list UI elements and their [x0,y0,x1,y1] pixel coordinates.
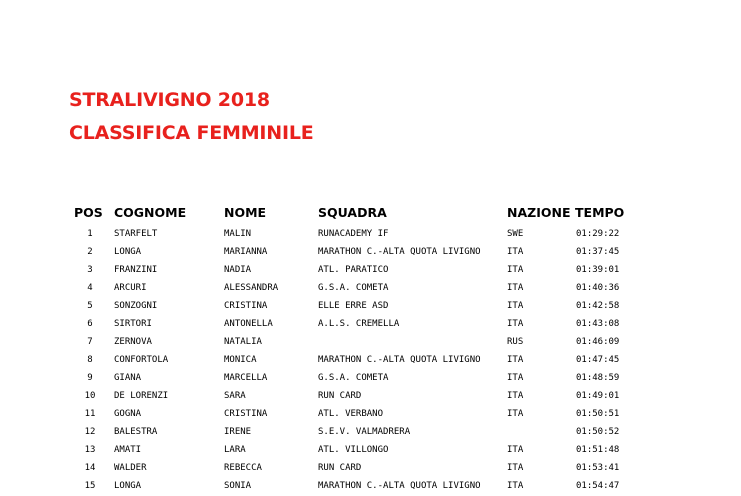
cell-nazione: ITA [507,391,524,401]
cell-cognome: ARCURI [114,283,147,293]
cell-tempo: 01:54:47 [576,481,620,491]
table-row [0,316,741,334]
cell-nazione: ITA [507,355,524,365]
cell-nazione: ITA [507,301,524,311]
cell-cognome: GOGNA [114,409,142,419]
cell-nome: REBECCA [224,463,262,473]
header-cognome: COGNOME [114,205,187,220]
header-pos: POS [74,205,103,220]
cell-pos: 2 [87,247,93,257]
cell-cognome: CONFORTOLA [114,355,169,365]
cell-nome: SARA [224,391,246,401]
cell-cognome: WALDER [114,463,147,473]
cell-cognome: STARFELT [114,229,158,239]
cell-nome: SONIA [224,481,252,491]
cell-cognome: LONGA [114,481,142,491]
cell-tempo: 01:48:59 [576,373,620,383]
cell-tempo: 01:46:09 [576,337,620,347]
cell-cognome: DE LORENZI [114,391,169,401]
cell-nome: CRISTINA [224,301,268,311]
table-row [0,478,741,496]
cell-tempo: 01:53:41 [576,463,620,473]
cell-pos: 9 [87,373,93,383]
cell-pos: 7 [87,337,93,347]
cell-tempo: 01:50:52 [576,427,620,437]
table-row [0,334,741,352]
cell-nazione: ITA [507,445,524,455]
table-row [0,280,741,298]
cell-nome: ALESSANDRA [224,283,279,293]
page-title: STRALIVIGNO 2018 [69,89,270,111]
cell-tempo: 01:40:36 [576,283,620,293]
header-tempo: TEMPO [575,205,625,220]
cell-nazione: ITA [507,265,524,275]
cell-tempo: 01:39:01 [576,265,620,275]
cell-nazione: ITA [507,283,524,293]
cell-squadra: G.S.A. COMETA [318,373,389,383]
cell-pos: 10 [84,391,96,401]
cell-pos: 14 [84,463,96,473]
cell-squadra: ATL. VILLONGO [318,445,389,455]
cell-tempo: 01:43:08 [576,319,620,329]
cell-nome: MONICA [224,355,257,365]
cell-tempo: 01:29:22 [576,229,620,239]
cell-nazione: ITA [507,247,524,257]
cell-cognome: LONGA [114,247,142,257]
cell-nome: CRISTINA [224,409,268,419]
cell-squadra: ATL. VERBANO [318,409,384,419]
cell-tempo: 01:37:45 [576,247,620,257]
cell-pos: 12 [84,427,96,437]
table-row [0,298,741,316]
table-row [0,244,741,262]
cell-squadra: RUN CARD [318,463,362,473]
table-row [0,388,741,406]
cell-nazione: ITA [507,409,524,419]
cell-nazione: ITA [507,373,524,383]
cell-pos: 3 [87,265,93,275]
cell-nome: NATALIA [224,337,262,347]
cell-pos: 1 [87,229,93,239]
table-row [0,262,741,280]
cell-nazione: ITA [507,319,524,329]
cell-pos: 11 [84,409,96,419]
cell-nome: MARCELLA [224,373,268,383]
cell-cognome: GIANA [114,373,142,383]
cell-squadra: ELLE ERRE ASD [318,301,389,311]
header-squadra: SQUADRA [318,205,387,220]
cell-nazione: ITA [507,481,524,491]
cell-nome: MALIN [224,229,252,239]
cell-nazione: SWE [507,229,524,239]
cell-squadra: MARATHON C.-ALTA QUOTA LIVIGNO [318,481,481,491]
table-row [0,424,741,442]
cell-squadra: RUN CARD [318,391,362,401]
table-row [0,226,741,244]
cell-nazione: ITA [507,463,524,473]
cell-cognome: AMATI [114,445,142,455]
cell-pos: 15 [84,481,96,491]
cell-squadra: A.L.S. CREMELLA [318,319,400,329]
header-nazione: NAZIONE [507,205,571,220]
cell-cognome: SIRTORI [114,319,152,329]
cell-nazione: RUS [507,337,524,347]
cell-pos: 5 [87,301,93,311]
table-row [0,370,741,388]
header-nome: NOME [224,205,267,220]
cell-cognome: ZERNOVA [114,337,152,347]
cell-pos: 13 [84,445,96,455]
table-row [0,460,741,478]
cell-tempo: 01:47:45 [576,355,620,365]
cell-cognome: FRANZINI [114,265,158,275]
table-row [0,352,741,370]
results-table [0,226,741,496]
cell-nome: MARIANNA [224,247,268,257]
cell-tempo: 01:50:51 [576,409,620,419]
table-row [0,406,741,424]
cell-pos: 6 [87,319,93,329]
cell-squadra: RUNACADEMY IF [318,229,389,239]
cell-cognome: SONZOGNI [114,301,158,311]
cell-squadra: S.E.V. VALMADRERA [318,427,411,437]
table-header [0,205,741,223]
cell-tempo: 01:42:58 [576,301,620,311]
cell-nome: IRENE [224,427,252,437]
cell-nome: NADIA [224,265,252,275]
cell-nome: ANTONELLA [224,319,273,329]
cell-squadra: ATL. PARATICO [318,265,389,275]
cell-tempo: 01:49:01 [576,391,620,401]
cell-nome: LARA [224,445,246,455]
table-row [0,442,741,460]
cell-pos: 8 [87,355,93,365]
cell-tempo: 01:51:48 [576,445,620,455]
cell-pos: 4 [87,283,93,293]
page-subtitle: CLASSIFICA FEMMINILE [69,122,314,144]
cell-cognome: BALESTRA [114,427,158,437]
cell-squadra: MARATHON C.-ALTA QUOTA LIVIGNO [318,355,481,365]
cell-squadra: G.S.A. COMETA [318,283,389,293]
cell-squadra: MARATHON C.-ALTA QUOTA LIVIGNO [318,247,481,257]
